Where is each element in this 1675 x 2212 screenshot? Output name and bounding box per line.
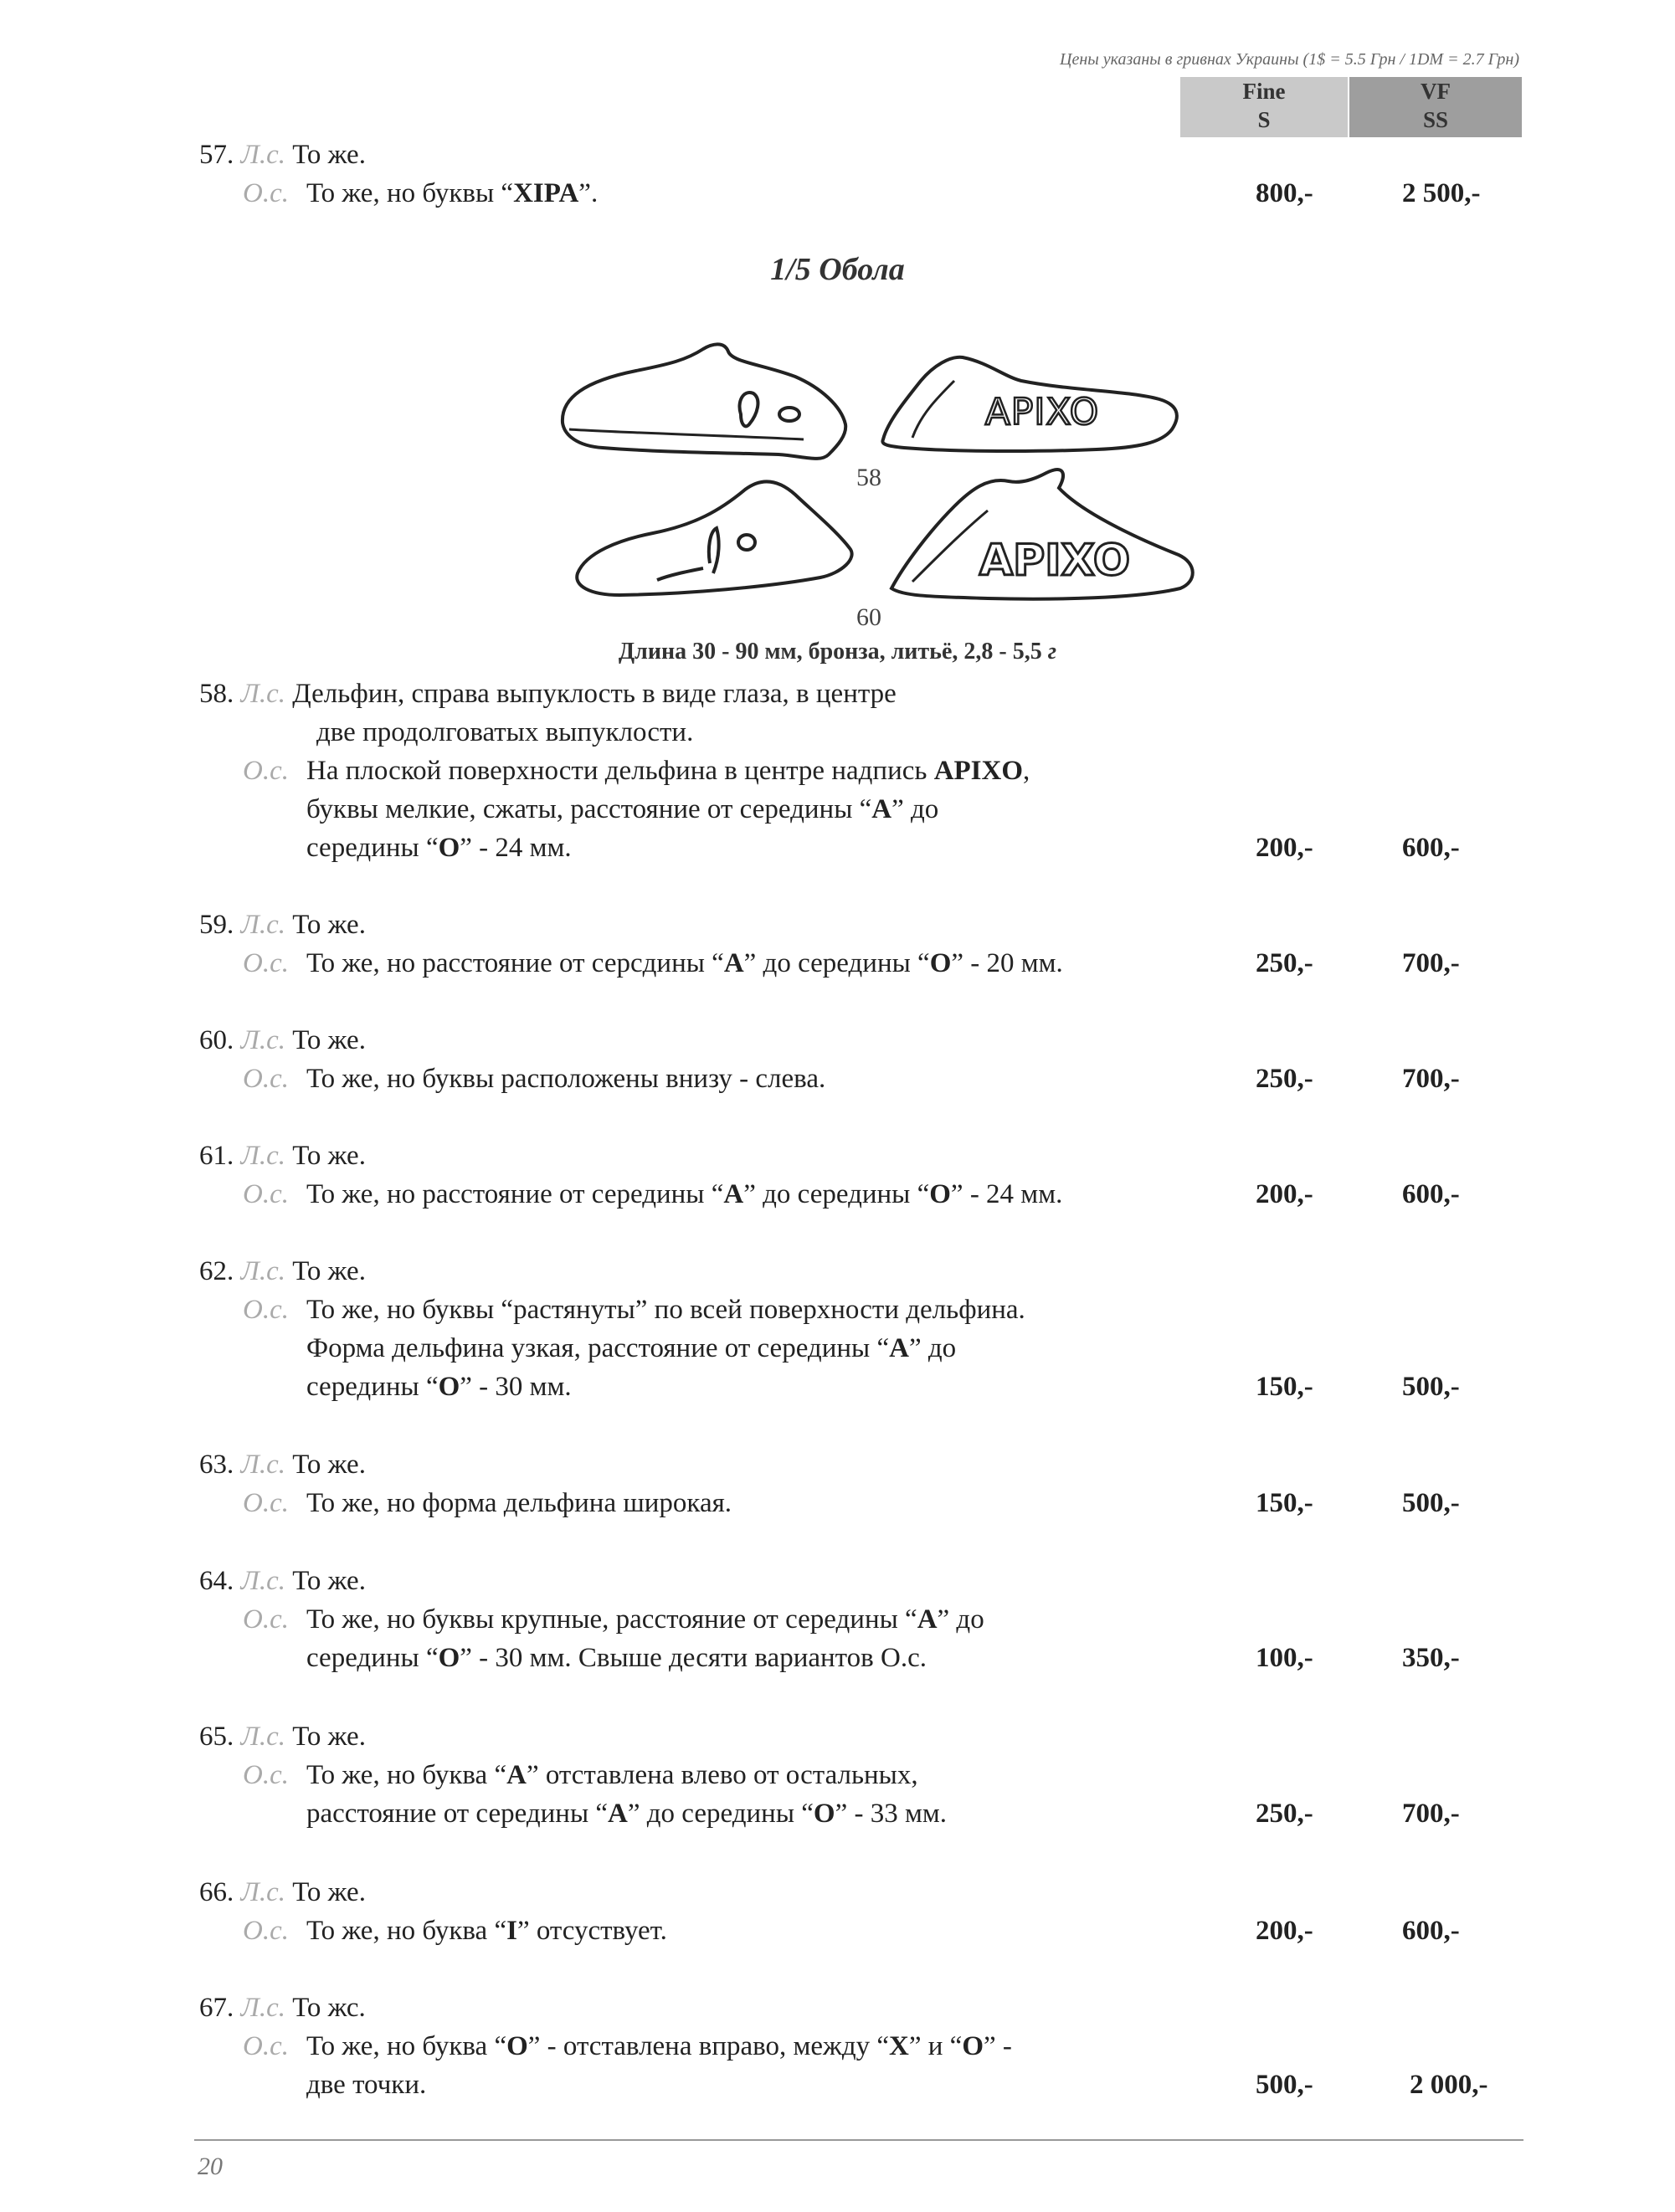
catalog-entry-65 <box>0 1717 1675 1833</box>
reverse-description: То же, но форма дельфина широкая. <box>306 1488 732 1518</box>
price-fine: 250,- <box>1256 948 1313 978</box>
reverse-description: На плоской поверхности дельфина в центре надпись APIXO, <box>306 756 1030 786</box>
reverse-label: О.с. <box>243 2031 289 2061</box>
price-vf: 700,- <box>1402 1064 1460 1094</box>
reverse-description-cont: Форма дельфина узкая, расстояние от середины “A” до <box>306 1333 957 1363</box>
reverse-label: О.с. <box>243 948 289 978</box>
reverse-description: То же, но буква “A” отставлена влево от остальных, <box>306 1760 918 1790</box>
entry-number: 57. Л.с. То же. <box>199 140 366 170</box>
reverse-description-cont: расстояние от середины “A” до середины “O” - 33 мм. <box>306 1799 947 1829</box>
grade-vf-sublabel: SS <box>1422 107 1449 132</box>
grade-vf-label: VF <box>1421 79 1451 104</box>
coin-60-obverse-outline <box>577 481 851 595</box>
reverse-label: О.с. <box>243 756 289 786</box>
catalog-entry-67 <box>0 1989 1675 2104</box>
coin-58-obverse-outline <box>563 344 845 459</box>
coin-label-58: 58 <box>856 464 881 491</box>
coin-drawings <box>552 331 1205 640</box>
coin-label-60: 60 <box>856 603 881 631</box>
reverse-description: То же, но буква “I” отсуствует. <box>306 1916 667 1946</box>
reverse-description: То же, но буква “O” - отставлена вправо, между “X” и “O” - <box>306 2031 1012 2061</box>
catalog-entry-60 <box>0 1021 1675 1098</box>
price-vf: 350,- <box>1402 1643 1460 1673</box>
catalog-entry-61 <box>0 1137 1675 1214</box>
entry-number: 61. Л.с. То же. <box>199 1141 366 1171</box>
price-vf: 500,- <box>1402 1372 1460 1402</box>
price-vf: 600,- <box>1402 833 1460 863</box>
reverse-label: О.с. <box>243 1179 289 1209</box>
entry-number: 62. Л.с. То же. <box>199 1256 366 1286</box>
reverse-label: О.с. <box>243 1488 289 1518</box>
grade-vf-header <box>1349 77 1522 137</box>
reverse-description-cont: середины “O” - 30 мм. <box>306 1372 572 1402</box>
reverse-label: О.с. <box>243 1064 289 1094</box>
reverse-description: То же, но буквы расположены внизу - слева. <box>306 1064 826 1094</box>
price-fine: 100,- <box>1256 1643 1313 1673</box>
entry-number: 64. Л.с. То же. <box>199 1566 366 1596</box>
entry-number: 67. Л.с. То жс. <box>199 1993 366 2023</box>
reverse-description-cont: середины “O” - 24 мм. <box>306 833 572 863</box>
price-fine: 200,- <box>1256 1916 1313 1946</box>
reverse-label: О.с. <box>243 1760 289 1790</box>
reverse-description: То же, но буквы “XIPA”. <box>306 178 599 208</box>
catalog-entry-58 <box>0 675 1675 867</box>
entry-number: 60. Л.с. То же. <box>199 1025 366 1055</box>
reverse-description-cont: середины “O” - 30 мм. Свыше десяти вариантов О.с. <box>306 1643 927 1673</box>
price-fine: 200,- <box>1256 1179 1313 1209</box>
coin-specs-caption: Длина 30 - 90 мм, бронза, литьё, 2,8 - 5,5 г <box>618 639 1057 665</box>
entry-number: 63. Л.с. То же. <box>199 1450 366 1480</box>
price-fine: 200,- <box>1256 833 1313 863</box>
price-fine: 250,- <box>1256 1799 1313 1829</box>
reverse-description-cont: две точки. <box>306 2070 427 2100</box>
catalog-entry-66 <box>0 1873 1675 1950</box>
entry-number: 66. Л.с. То же. <box>199 1877 366 1907</box>
obverse-description-cont: две продолговатых выпуклости. <box>316 717 694 747</box>
reverse-label: О.с. <box>243 1295 289 1325</box>
footer-divider <box>194 2139 1523 2141</box>
price-vf: 2 500,- <box>1402 178 1481 208</box>
price-vf: 500,- <box>1402 1488 1460 1518</box>
price-currency-note: Цены указаны в гривнах Украины (1$ = 5.5 Грн / 1DM = 2.7 Грн) <box>1060 50 1519 69</box>
entry-number: 65. Л.с. То же. <box>199 1722 366 1752</box>
catalog-entry-64 <box>0 1562 1675 1677</box>
section-title: 1/5 Обола <box>770 252 905 287</box>
catalog-entry-62 <box>0 1252 1675 1406</box>
price-vf: 2 000,- <box>1410 2070 1488 2100</box>
price-fine: 150,- <box>1256 1372 1313 1402</box>
reverse-description: То же, но расстояние от серсдины “A” до середины “O” - 20 мм. <box>306 948 1063 978</box>
reverse-description-cont: буквы мелкие, сжаты, расстояние от середины “A” до <box>306 794 939 824</box>
grade-fine-sublabel: S <box>1257 107 1271 132</box>
reverse-label: О.с. <box>243 1604 289 1635</box>
entry-number: 58. Л.с. Дельфин, справа выпуклость в виде глаза, в центре <box>199 679 897 709</box>
catalog-entry-59 <box>0 906 1675 983</box>
reverse-description: То же, но расстояние от середины “A” до середины “O” - 24 мм. <box>306 1179 1063 1209</box>
page-number: 20 <box>198 2153 223 2180</box>
grade-fine-label: Fine <box>1242 79 1286 104</box>
price-vf: 600,- <box>1402 1179 1460 1209</box>
reverse-label: О.с. <box>243 178 289 208</box>
catalog-entry-57 <box>0 136 1675 213</box>
price-vf: 700,- <box>1402 948 1460 978</box>
catalog-entry-63 <box>0 1445 1675 1522</box>
price-fine: 150,- <box>1256 1488 1313 1518</box>
price-vf: 700,- <box>1402 1799 1460 1829</box>
coin-58-legend: APIXO <box>984 391 1100 434</box>
reverse-label: О.с. <box>243 1916 289 1946</box>
reverse-description: То же, но буквы крупные, расстояние от середины “A” до <box>306 1604 984 1635</box>
entry-number: 59. Л.с. То же. <box>199 910 366 940</box>
price-fine: 800,- <box>1256 178 1313 208</box>
price-vf: 600,- <box>1402 1916 1460 1946</box>
price-fine: 250,- <box>1256 1064 1313 1094</box>
price-fine: 500,- <box>1256 2070 1313 2100</box>
coin-60-legend: APIXO <box>979 536 1131 586</box>
reverse-description: То же, но буквы “растянуты” по всей поверхности дельфина. <box>306 1295 1025 1325</box>
grade-fine-header <box>1180 77 1348 137</box>
